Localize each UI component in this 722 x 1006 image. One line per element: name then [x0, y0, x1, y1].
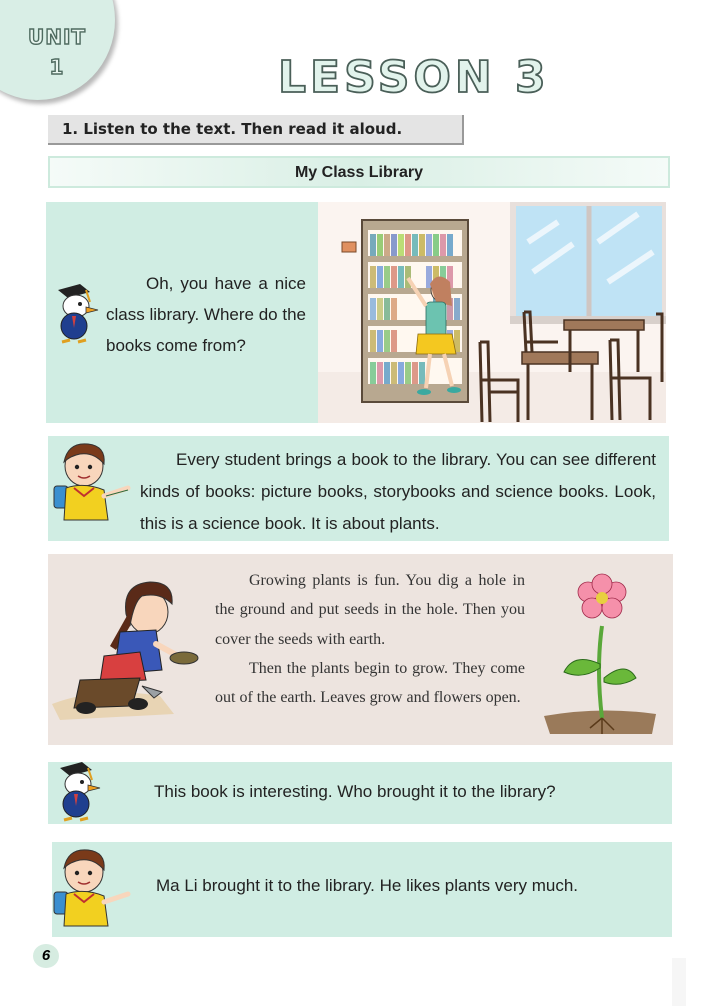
lesson-title: LESSON 3: [278, 52, 550, 103]
duck-character-icon: [50, 280, 102, 346]
library-scene-illustration: [318, 202, 666, 423]
science-paragraph-2: Then the plants begin to grow. They come out of the earth. Leaves grow and flowers open.: [215, 659, 525, 707]
science-paragraph-1: Growing plants is fun. You dig a hole in the ground and put seeds in the hole. Then you cover the seeds with earth.: [215, 572, 525, 648]
instruction-text: 1. Listen to the text. Then read it aloud.: [62, 120, 403, 138]
science-book-text: [215, 566, 525, 712]
unit-number: 1: [49, 55, 65, 79]
instruction-banner: [48, 115, 464, 145]
text-title-bar: [48, 156, 670, 188]
text-title: My Class Library: [294, 164, 424, 181]
unit-label-text: UNIT: [27, 25, 87, 49]
science-book-excerpt: [48, 554, 673, 745]
dialogue-panel-1: [46, 202, 318, 423]
dialogue-text-4: Ma Li brought it to the library. He likes plants very much.: [156, 876, 579, 895]
dialogue-text-2: Every student brings a book to the library. You can see different kinds of books: picture books, storybooks and science books. Look, this is a science book. It is about plants.: [140, 450, 656, 533]
page-number: 6: [33, 944, 59, 968]
dialogue-panel-3: [48, 762, 672, 824]
page-edge: [672, 958, 686, 1006]
dialogue-text-1: Oh, you have a nice class library. Where do the books come from?: [106, 274, 306, 355]
flower-illustration: [540, 568, 660, 738]
girl-planting-illustration: [50, 574, 210, 734]
dialogue-panel-4: [52, 842, 672, 937]
dialogue-text-3: This book is interesting. Who brought it to the library?: [154, 782, 556, 801]
boy-character-icon: [50, 440, 134, 526]
duck-character-icon: [52, 758, 104, 824]
dialogue-panel-2: [48, 436, 669, 541]
boy-character-icon: [50, 846, 134, 932]
unit-label: [22, 22, 92, 82]
